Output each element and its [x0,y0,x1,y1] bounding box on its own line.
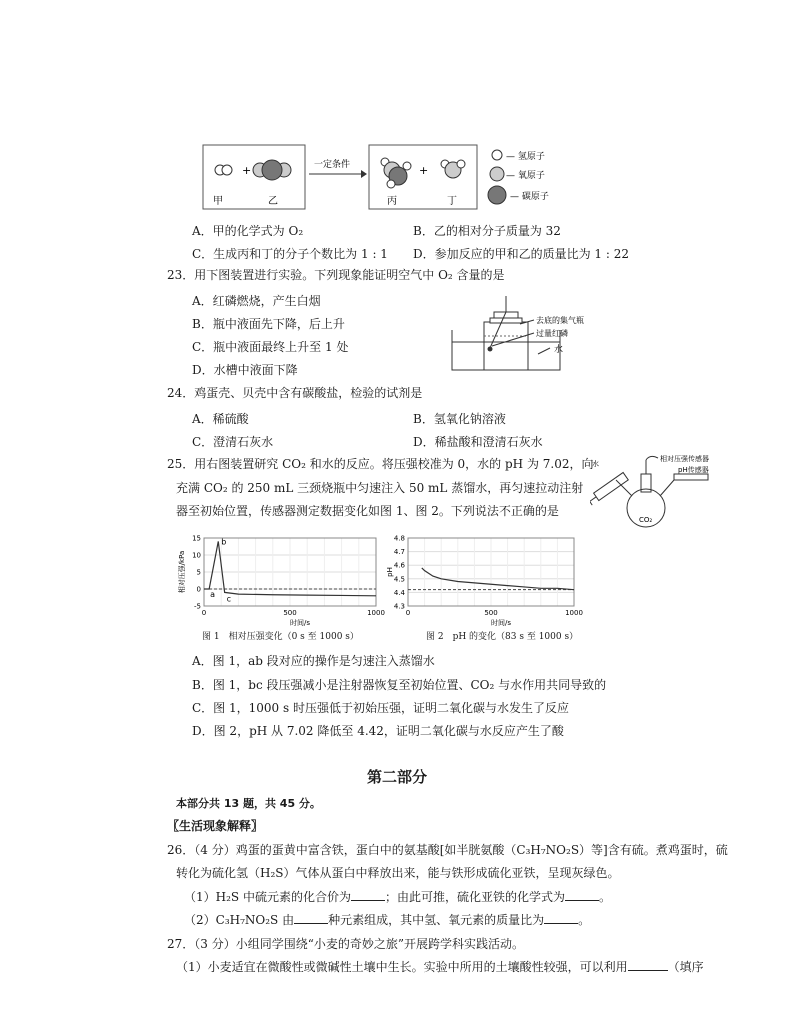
q26-stem-2: 转化为硫化氢（H₂S）气体从蛋白中释放出来，能与铁形成硫化亚铁，呈现灰绿色。 [176,866,620,880]
q25-option-d: D．图 2，pH 从 7.02 降低至 4.42，证明二氧化碳与水反应产生了酸 [192,724,564,738]
answer-blank[interactable] [565,890,599,901]
q23-label-bottle: 去底的集气瓶 [536,316,584,325]
q22-option-a: A．甲的化学式为 O₂ [192,224,304,238]
arrow-condition: 一定条件 [314,160,351,170]
y-tick-label: 4.5 [393,575,405,584]
q22-option-c: C．生成丙和丁的分子个数比为 1 : 1 [192,247,388,261]
answer-blank[interactable] [351,890,385,901]
q25-option-c: C．图 1，1000 s 时压强低于初始压强，证明二氧化碳与水发生了反应 [192,701,569,715]
q22-option-b: B．乙的相对分子质量为 32 [413,224,561,238]
q24-option-c: C．澄清石灰水 [192,435,274,449]
q23-stem: 23．用下图装置进行实验。下列现象能证明空气中 O₂ 含量的是 [167,268,505,282]
q25-label-co2: CO₂ [639,516,653,524]
q25-label-ph-sensor: pH传感器 [678,466,709,474]
q23-apparatus-figure [450,296,620,376]
chart2-caption: 图 2 pH 的变化（83 s 至 1000 s） [426,632,579,642]
y-tick-label: 4.8 [393,534,405,543]
q22-option-d: D．参加反应的甲和乙的质量比为 1 : 22 [413,247,630,261]
answer-blank[interactable] [294,913,328,924]
q25-label-pressure-sensor: 相对压强传感器 [660,455,709,463]
x-axis-label: 时间/s [289,619,311,627]
part2-title: 第二部分 [366,768,427,786]
x-axis-label: 时间/s [490,619,512,627]
q27-stem: 27．（3 分）小组同学围绕“小麦的奇妙之旅”开展跨学科实践活动。 [167,937,524,951]
q25-stem-2: 充满 CO₂ 的 250 mL 三颈烧瓶中匀速注入 50 mL 蒸馏水，再匀速拉动注射 [176,481,584,495]
pressure-chart [176,532,386,627]
y-tick-label: 4.7 [393,548,405,557]
point-label-b: b [221,537,227,547]
ph-chart [384,532,584,627]
x-tick-label: 0 [201,609,207,617]
y-axis-label: pH [386,567,394,577]
label-yi: 乙 [268,196,278,207]
y-tick-label: 0 [196,585,201,594]
q25-stem-3: 器至初始位置，传感器测定数据变化如图 1、图 2。下列说法不正确的是 [176,504,559,518]
svg-text:+: + [419,164,429,177]
q24-option-a: A．稀硫酸 [192,412,249,426]
y-tick-label: 4.4 [393,588,405,597]
q25-label-water: 水 [592,460,599,468]
y-tick-label: 5 [196,568,201,577]
part2-intro: 本部分共 13 题，共 45 分。 [176,797,321,810]
q23-option-b: B．瓶中液面先下降，后上升 [192,317,345,331]
legend-h: — 氢原子 [506,152,545,162]
legend-c-icon [488,186,506,204]
q23-option-d: D．水槽中液面下降 [192,363,298,377]
point-label-a: a [210,590,216,599]
q24-option-b: B．氢氧化钠溶液 [413,412,506,426]
q25-option-a: A．图 1，ab 段对应的操作是匀速注入蒸馏水 [192,654,435,668]
c-atom [262,160,282,180]
section-header: 〖生活现象解释〗 [167,819,264,833]
legend-o-icon [490,167,504,181]
q23-label-phosphorus: 过量红磷 [536,329,568,338]
q26-stem-1: 26．（4 分）鸡蛋的蛋黄中富含铁，蛋白中的氨基酸[如半胱氨酸（C₃H₇NO₂S）等]含有硫。煮鸡蛋时，硫 [167,843,728,857]
q23-option-a: A．红磷燃烧，产生白烟 [192,294,321,308]
y-tick-label: -5 [194,602,201,611]
q27-sub1: （1）小麦适宜在微酸性或微碱性土壤中生长。实验中所用的土壤酸性较强，可以利用 （填序 [176,960,704,974]
q23-option-c: C．瓶中液面最终上升至 1 处 [192,340,349,354]
reaction-diagram [195,140,595,215]
label-ding: 丁 [447,196,457,207]
q26-sub1: （1）H₂S 中硫元素的化合价为 ；由此可推，硫化亚铁的化学式为 。 [184,890,611,904]
q25-stem-1: 25．用右图装置研究 CO₂ 和水的反应。将压强校准为 0，水的 pH 为 7.02，向 [167,457,594,471]
legend-h-icon [492,150,502,160]
x-tick-label: 1000 [367,609,385,617]
y-tick-label: 4.6 [393,561,405,570]
point-label-c: c [226,594,232,604]
legend-o: — 氧原子 [506,171,545,181]
x-tick-label: 1000 [565,609,583,617]
answer-blank[interactable] [628,960,668,971]
y-tick-label: 10 [192,551,201,560]
x-tick-label: 500 [484,609,498,617]
h-atom [222,165,232,175]
legend-c: — 碳原子 [510,192,549,202]
q25-option-b: B．图 1，bc 段压强减小是注射器恢复至初始位置、CO₂ 与水作用共同导致的 [192,678,607,692]
q24-option-d: D．稀盐酸和澄清石灰水 [413,435,543,449]
label-jia: 甲 [213,196,223,207]
q23-label-water: 水 [554,345,564,355]
y-tick-label: 4.3 [393,602,405,611]
q25-apparatus-figure [590,452,720,532]
y-tick-label: 15 [192,534,201,543]
plus-sign: + [242,164,252,177]
x-tick-label: 0 [405,609,411,617]
label-bing: 丙 [387,196,397,207]
x-tick-label: 500 [283,609,297,617]
y-axis-label: 相对压强/kPa [178,550,186,594]
chart1-caption: 图 1 相对压强变化（0 s 至 1000 s） [202,632,359,642]
answer-blank[interactable] [544,913,578,924]
q24-stem: 24．鸡蛋壳、贝壳中含有碳酸盐，检验的试剂是 [167,386,423,400]
q26-sub2: （2）C₃H₇NO₂S 由 种元素组成，其中氢、氧元素的质量比为 。 [184,913,591,927]
